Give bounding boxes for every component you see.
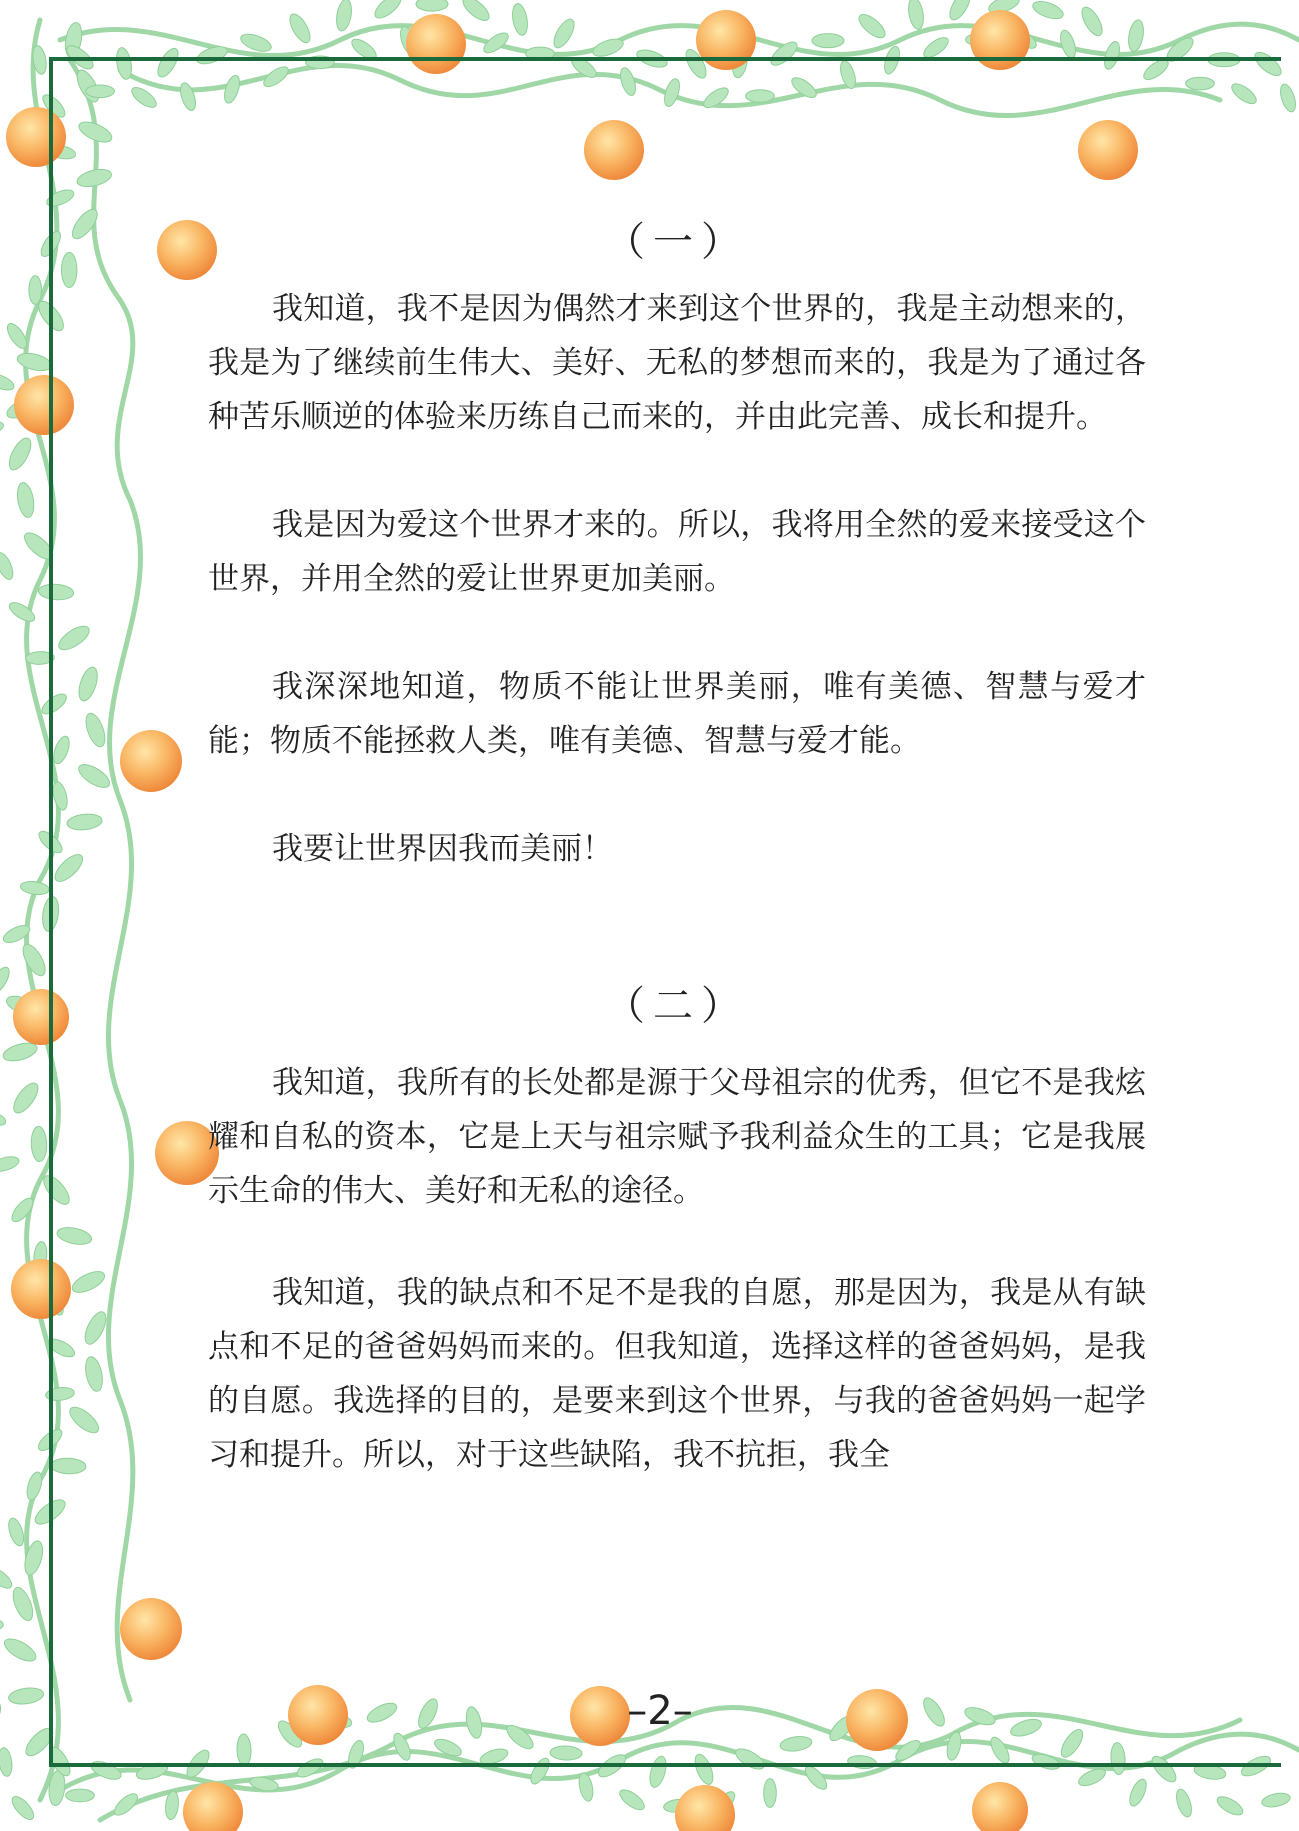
section-heading: （一） [605, 219, 749, 265]
leaf-icon [5, 435, 35, 473]
leaf-icon [0, 419, 5, 437]
leaf-icon [459, 0, 493, 24]
leaf-icon [1078, 4, 1106, 39]
paragraph: 我知道，我不是因为偶然才来到这个世界的，我是主动想来的，我是为了继续前生伟大、美好、无私的梦想而来的，我是为了通过各种苦乐顺逆的体验来历练自己而来的，并由此完善、成长和提升。 [208, 291, 1146, 435]
paragraph: 我要让世界因我而美丽！ [272, 831, 613, 867]
orange-fruit-icon [972, 1782, 1028, 1831]
leaf-icon [0, 1564, 15, 1592]
leaf-icon [0, 1108, 7, 1129]
leaf-icon [0, 1154, 21, 1174]
leaf-icon [334, 0, 353, 32]
leaf-icon [1031, 0, 1066, 22]
leaf-icon [510, 3, 529, 37]
leaf-icon [6, 1516, 27, 1547]
leaf-icon [416, 0, 448, 11]
leaf-icon [371, 0, 405, 22]
leaf-icon [9, 1793, 38, 1823]
leaf-icon [0, 1617, 4, 1632]
leaf-icon [286, 11, 314, 46]
leaf-icon [812, 34, 844, 48]
leaf-icon [0, 459, 1, 488]
leaf-icon [0, 1747, 14, 1777]
leaf-icon [19, 941, 50, 979]
orange-fruit-icon [675, 1785, 735, 1831]
page-number: –2– [627, 1688, 693, 1734]
leaf-icon [1214, 1793, 1245, 1818]
leaf-icon [0, 1657, 2, 1682]
leaf-icon [906, 0, 925, 30]
leaf-icon [1, 1635, 39, 1666]
paragraph: 我知道，我的缺点和不足不是我的自愿，那是因为，我是从有缺点和不足的爸爸妈妈而来的。但我知道，选择这样的爸爸妈妈，是我的自愿。我选择的目的，是要来到这个世界，与我的爸爸妈妈一起学习和提升。所以，对于这些缺陷，我不抗拒，我全 [208, 1275, 1146, 1473]
leaf-icon [15, 481, 36, 518]
leaf-icon [0, 550, 16, 581]
leaf-icon [8, 1686, 45, 1706]
leaf-icon [617, 1786, 648, 1813]
leaf-icon [0, 964, 13, 995]
leaf-icon [1126, 1777, 1149, 1808]
leaf-icon [24, 1470, 44, 1501]
leaf-icon [946, 0, 974, 23]
leaf-icon [855, 11, 889, 42]
leaf-icon [1261, 1791, 1292, 1809]
paragraph: 我是因为爱这个世界才来的。所以，我将用全然的爱来接受这个世界，并用全然的爱让世界更加美丽。 [208, 507, 1146, 597]
paragraph: 我深深地知道，物质不能让世界美丽，唯有美德、智慧与爱才能；物质不能拯救人类，唯有美德、智慧与爱才能。 [208, 669, 1146, 759]
leaf-icon [577, 1772, 595, 1803]
leaf-icon [20, 880, 50, 896]
leaf-icon [764, 1779, 777, 1808]
leaf-icon [0, 1700, 4, 1731]
leaf-icon [15, 350, 53, 373]
document-body [208, 212, 1146, 1482]
leaf-icon [31, 1126, 48, 1162]
section-two [208, 976, 1146, 1482]
leaf-icon [8, 1195, 36, 1225]
leaf-icon [66, 1789, 95, 1802]
section-heading: （二） [605, 983, 749, 1029]
section-one [208, 212, 1146, 876]
leaf-icon [9, 1079, 42, 1117]
leaf-icon [29, 276, 42, 305]
leaf-icon [550, 16, 578, 51]
paragraph: 我知道，我所有的长处都是源于父母祖宗的优秀，但它不是我炫耀和自私的资本，它是上天与祖宗赋予我利益众生的工具；它是我展示生命的伟大、美好和无私的途径。 [208, 1065, 1146, 1209]
leaf-icon [0, 371, 16, 393]
leaf-icon [1126, 19, 1145, 53]
leaf-icon [1174, 1787, 1195, 1818]
